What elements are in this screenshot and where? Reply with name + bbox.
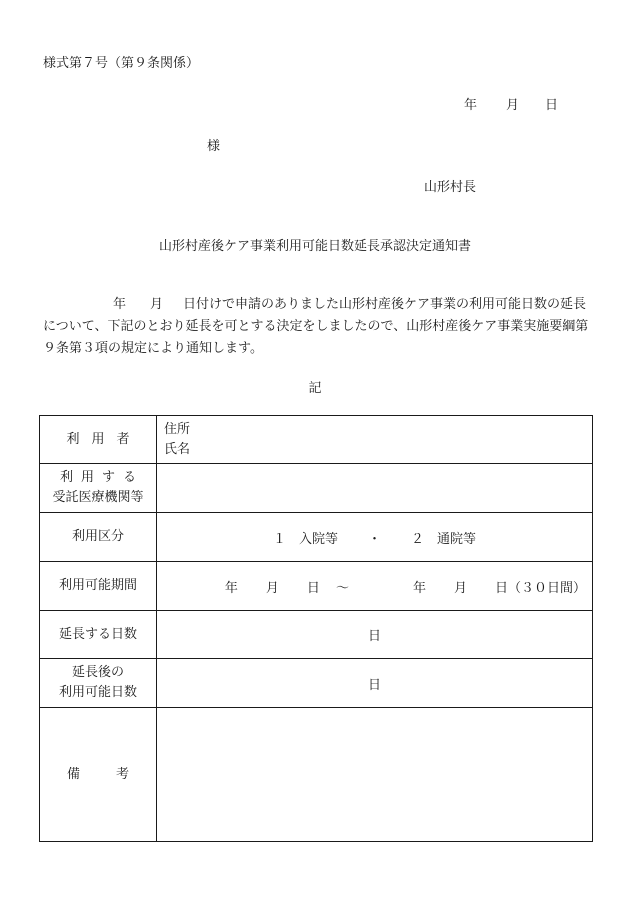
address-label: 住所 bbox=[164, 421, 191, 437]
period-label: 利用可能期間 bbox=[40, 562, 157, 611]
user-value-cell bbox=[157, 416, 593, 464]
date-month: 月 bbox=[506, 98, 520, 113]
extension-days-unit: 日 bbox=[157, 611, 593, 659]
recipient-suffix: 様 bbox=[207, 139, 221, 154]
issuer: 山形村長 bbox=[424, 180, 477, 195]
user-label-cell bbox=[40, 416, 157, 464]
date-line bbox=[464, 94, 558, 113]
body-text bbox=[43, 294, 595, 360]
form-number: 様式第７号（第９条関係） bbox=[43, 56, 200, 71]
date-year: 年 bbox=[464, 98, 478, 113]
body-year: 年 bbox=[113, 297, 127, 312]
table-row-user bbox=[40, 416, 593, 464]
period-value-cell bbox=[157, 562, 593, 611]
document-title: 山形村産後ケア事業利用可能日数延長承認決定通知書 bbox=[158, 239, 471, 254]
category-value-cell bbox=[157, 513, 593, 562]
user-label: 利用者 bbox=[66, 431, 142, 447]
table-row-period bbox=[40, 562, 593, 611]
table-row-institution bbox=[40, 464, 593, 513]
institution-value-cell bbox=[157, 464, 593, 513]
period-start-day: 日 bbox=[306, 580, 320, 596]
category-option-outpatient: ２ 通院等 bbox=[411, 531, 477, 547]
body-month: 月 bbox=[150, 297, 164, 312]
institution-label-cell bbox=[40, 464, 157, 513]
category-option-inpatient: １ 入院等 bbox=[272, 531, 338, 547]
ki-heading: 記 bbox=[308, 381, 322, 396]
institution-label-line1: 利用する bbox=[59, 470, 144, 485]
notes-value-cell bbox=[157, 708, 593, 842]
body-paragraph: 日付けで申請のありました山形村産後ケア事業の利用可能日数の延長について、下記のとおり延長を可とする決定をしましたので、山形村産後ケア事業実施要綱第９条第３項の規定により通知します。 bbox=[43, 297, 589, 356]
period-start-month: 月 bbox=[265, 580, 279, 596]
period-tilde: ～ bbox=[335, 580, 349, 596]
category-label: 利用区分 bbox=[40, 513, 157, 562]
period-end-day: 日（３０日間） bbox=[494, 580, 586, 596]
detail-table bbox=[39, 415, 593, 842]
table-row-notes bbox=[40, 708, 593, 842]
after-days-label-line2: 利用可能日数 bbox=[58, 685, 137, 700]
name-label: 氏名 bbox=[164, 441, 191, 457]
period-start-year: 年 bbox=[224, 580, 238, 596]
date-day: 日 bbox=[545, 98, 559, 113]
after-days-label-cell bbox=[40, 659, 157, 708]
institution-label-line2: 受託医療機関等 bbox=[52, 490, 144, 505]
notes-label: 備考 bbox=[66, 766, 165, 782]
category-separator: ・ bbox=[367, 531, 381, 547]
period-end-month: 月 bbox=[453, 580, 467, 596]
period-end-year: 年 bbox=[412, 580, 426, 596]
after-days-unit: 日 bbox=[157, 659, 593, 708]
notes-label-cell bbox=[40, 708, 165, 842]
after-days-label-line1: 延長後の bbox=[71, 665, 124, 680]
table-row-category bbox=[40, 513, 593, 562]
table-row-extension-days bbox=[40, 611, 593, 659]
table-row-after-days bbox=[40, 659, 593, 708]
extension-days-label: 延長する日数 bbox=[40, 611, 157, 659]
